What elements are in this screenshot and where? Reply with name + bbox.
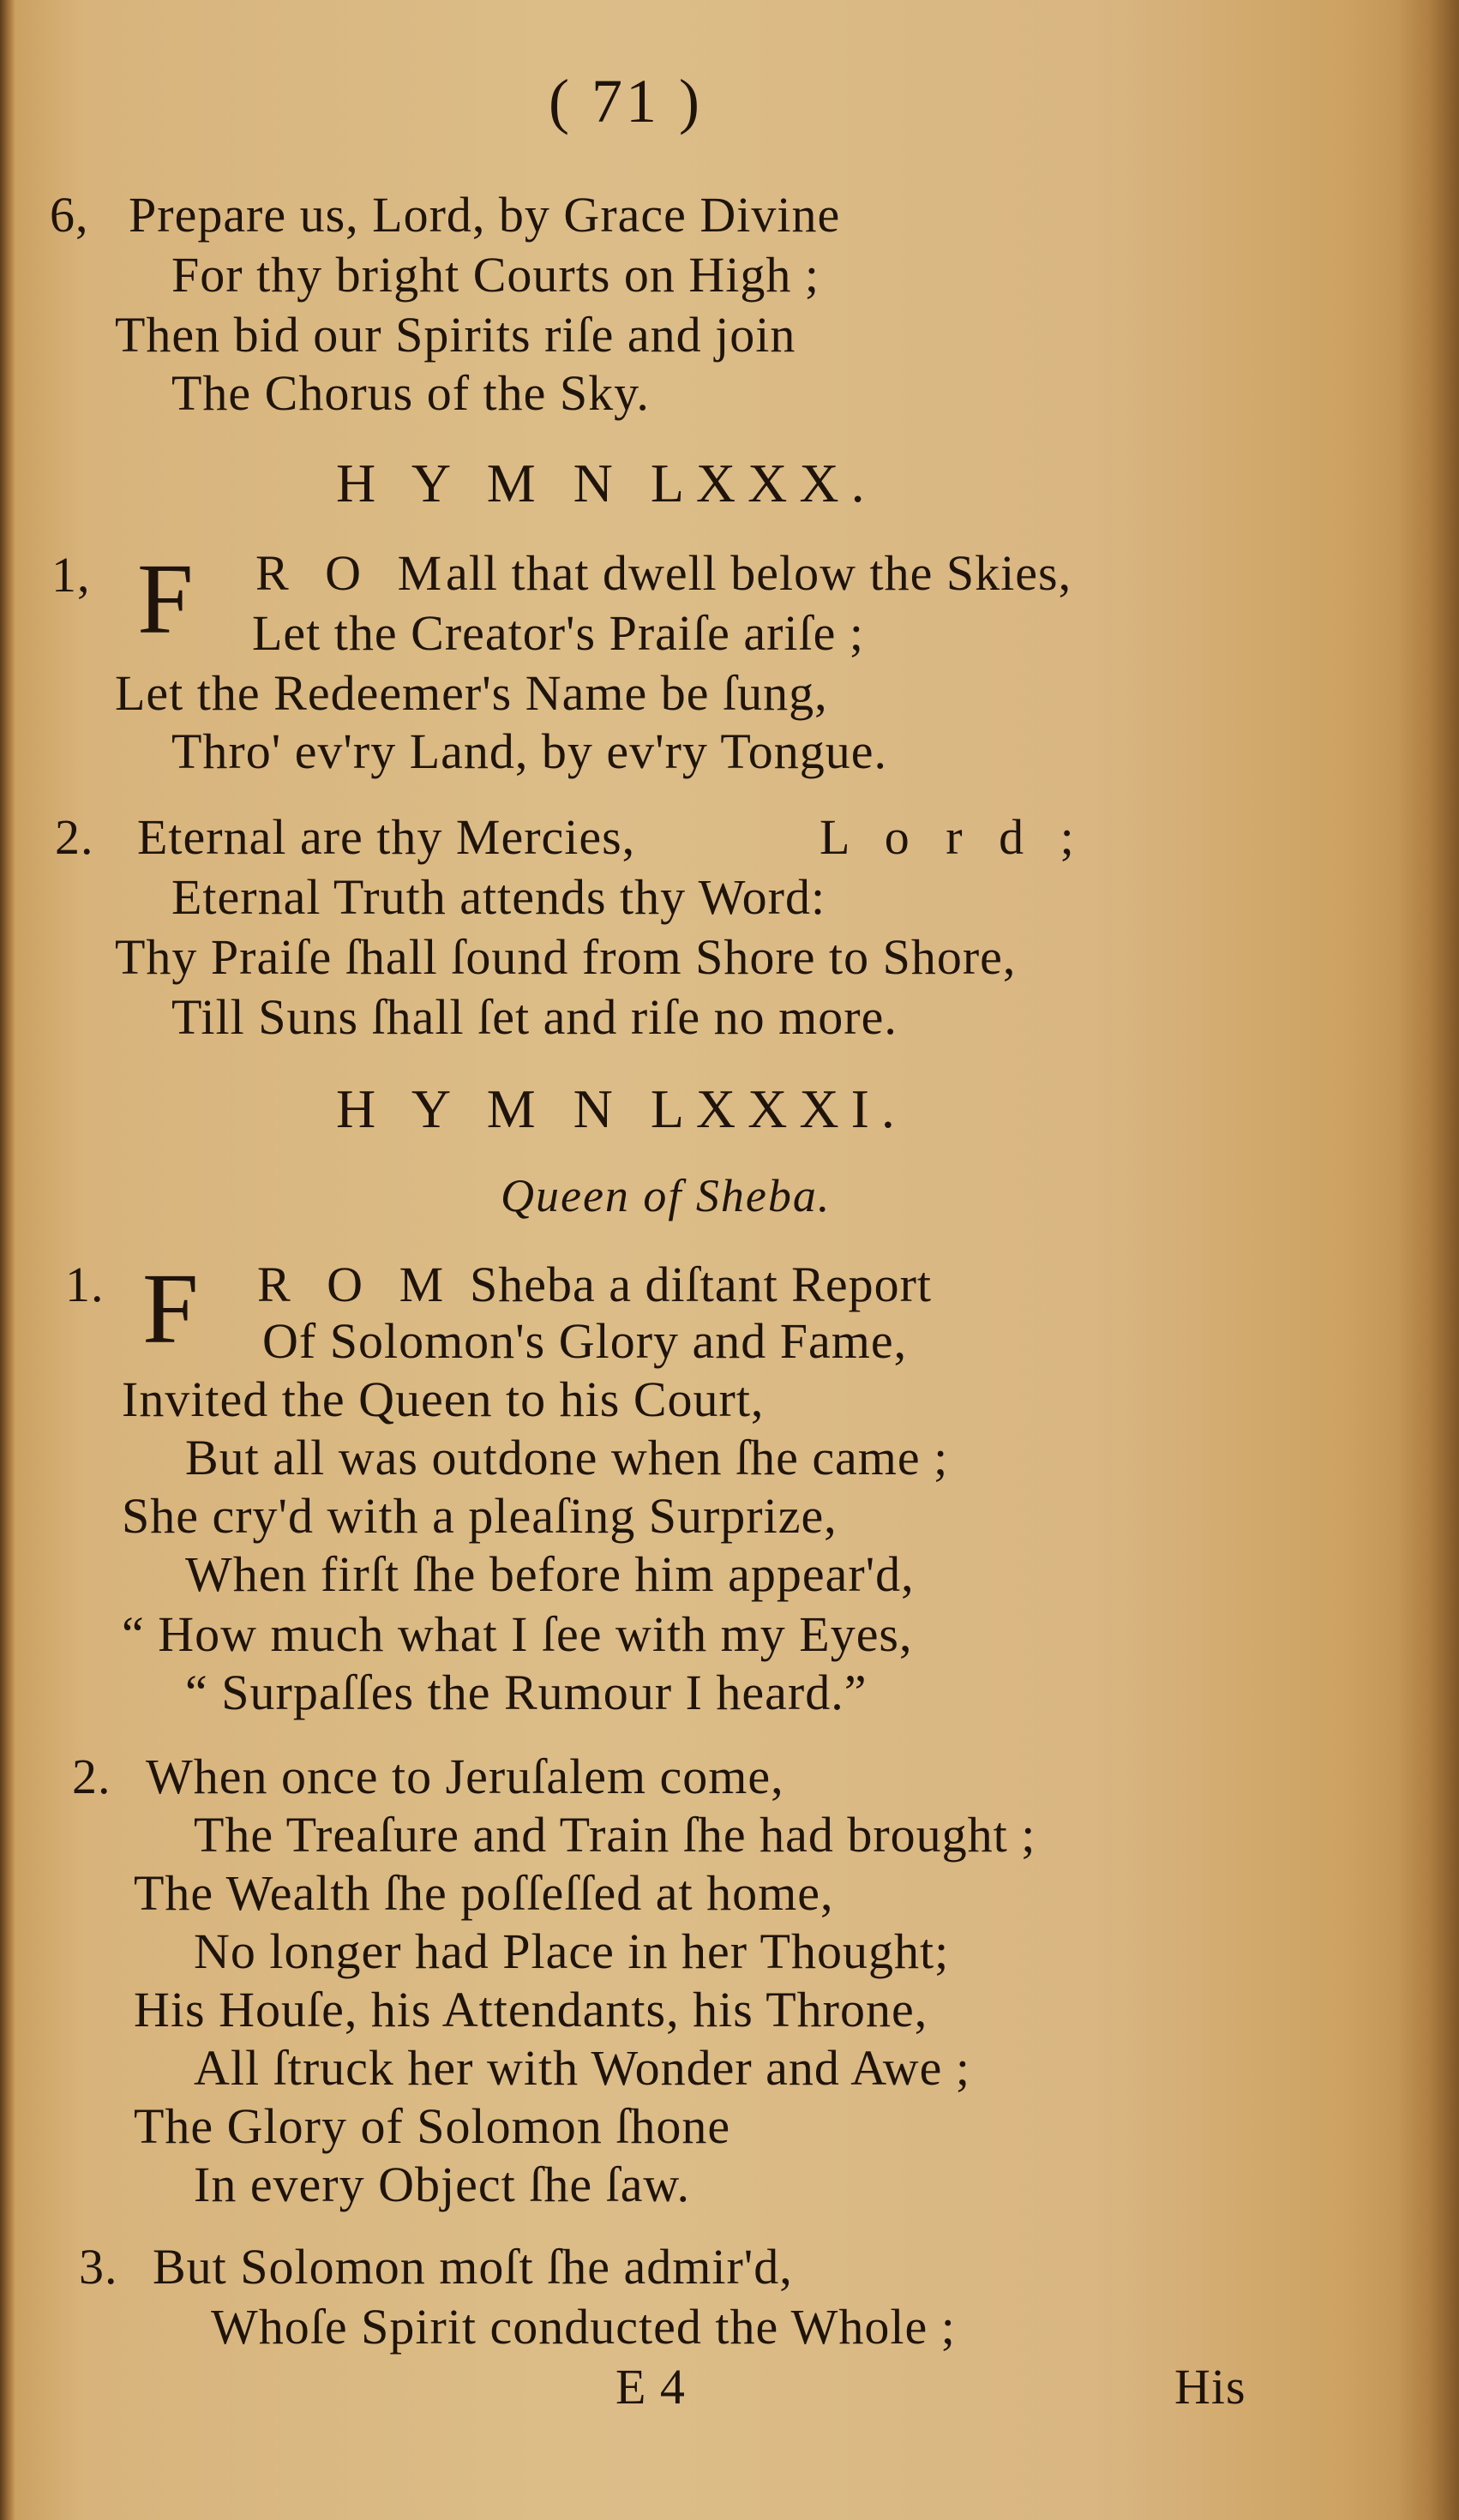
hymn-line: Whoſe Spirit conducted the Whole ; [211,2299,956,2355]
signature-mark: E 4 [615,2359,686,2415]
hymn-subtitle: Queen of Sheba. [501,1170,832,1221]
page-left-edge [0,0,15,2520]
hymn-line: When firſt ſhe before him appear'd, [185,1546,915,1602]
hymn-line: The Treaſure and Train ſhe had brought ; [194,1807,1036,1863]
drop-cap: F [137,543,194,655]
hymn-line: Thro' ev'ry Land, by ev'ry Tongue. [171,723,887,779]
verse-number: 1, [51,547,91,603]
small-caps-text: R O M [255,545,454,601]
hymn-line: The Chorus of the Sky. [171,365,650,421]
hymn-line: In every Object ſhe ſaw. [194,2157,691,2212]
page-right-edge [1399,0,1459,2520]
hymn-line: Thy Praiſe ſhall ſound from Shore to Shore, [115,929,1017,985]
hymn-line: For thy bright Courts on High ; [171,247,820,303]
hymn-line: Invited the Queen to his Court, [122,1371,765,1427]
hymn-line: His Houſe, his Attendants, his Throne, [134,1982,928,2037]
hymn-line: Till Suns ſhall ſet and riſe no more. [171,989,898,1045]
hymn-line: All ſtruck her with Wonder and Awe ; [194,2040,971,2096]
hymn-line: Of Solomon's Glory and Fame, [262,1313,908,1369]
hymn-line: Then bid our Spirits riſe and join [115,307,796,363]
hymn-line: “ Surpaſſes the Rumour I heard.” [185,1665,868,1720]
hymn-line: No longer had Place in her Thought; [194,1923,950,1979]
hymn-line: But Solomon moſt ſhe admir'd, [153,2239,793,2295]
hymn-line: Let the Redeemer's Name be ſung, [115,665,828,721]
hymn-line: all that dwell below the Skies, [446,545,1072,601]
hymn-line: “ How much what I ſee with my Eyes, [122,1606,913,1662]
hymn-line: Prepare us, Lord, by Grace Divine [129,187,841,243]
drop-cap: F [142,1252,199,1365]
page-number: ( 71 ) [549,67,703,135]
small-caps-text: R O M [257,1257,456,1312]
hymn-line: The Wealth ſhe poſſeſſed at home, [134,1865,834,1921]
hymn-line: Sheba a diſtant Report [470,1257,933,1312]
hymn-line: The Glory of Solomon ſhone [134,2098,731,2154]
hymn-line: Eternal are thy Mercies, [137,809,636,865]
verse-number: 1. [65,1257,105,1312]
catchword: His [1174,2359,1246,2415]
verse-number: 2. [55,809,94,865]
hymn-line: Let the Creator's Praiſe ariſe ; [252,605,865,661]
verse-number: 3. [79,2239,118,2295]
hymn-line: She cry'd with a pleaſing Surprize, [122,1488,838,1544]
hymn-line: Eternal Truth attends thy Word: [171,869,826,925]
hymn-line: When once to Jeruſalem come, [146,1749,784,1804]
small-caps-lord: L o r d ; [820,809,1086,865]
hymn-line: But all was outdone when ſhe came ; [185,1430,949,1485]
verse-number: 2. [72,1749,111,1804]
hymn-title: H Y M N LXXX. [336,453,877,513]
hymn-title: H Y M N LXXXI. [336,1078,907,1139]
verse-number: 6, [50,187,89,243]
